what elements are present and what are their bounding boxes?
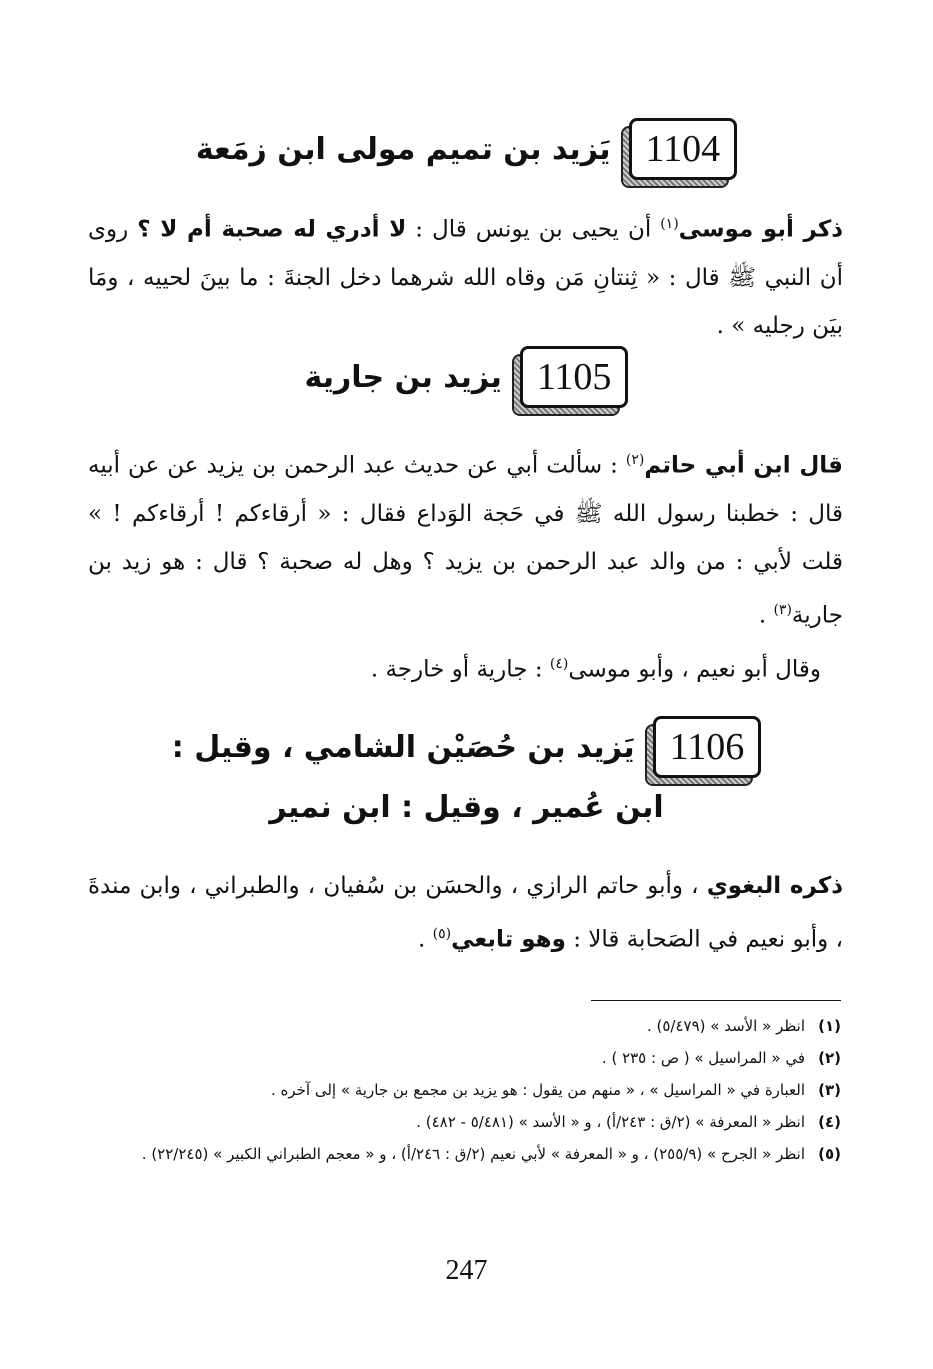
bold-text: لا أدري له صحبة أم لا ؟	[137, 216, 407, 243]
bold-text: وهو تابعي	[451, 926, 566, 953]
entry-title: يَزيد بن تميم مولى ابن زمَعة	[195, 131, 611, 167]
footnote: (٥) انظر « الجرح » (٢٥٥/٩) ، و « المعرفة » لأبي نعيم (٢/ق : ٢٤٦/أ) ، و « معجم الطبراني الكبير » (٢٢/٢٤٥) .	[141, 1145, 841, 1163]
footnote-ref: (٢)	[625, 452, 645, 468]
footnotes	[88, 1010, 841, 1170]
footnote: (٣) العبارة في « المراسيل » ، « منهم من يقول : هو يزيد بن مجمع بن جارية » إلى آخره .	[270, 1081, 841, 1099]
entry-number: 1105	[520, 346, 629, 408]
footnote: (٤) انظر « المعرفة » (٢/ق : ٢٤٣/أ) ، و « الأسد » (٥/٤٨١ - ٤٨٢) .	[416, 1113, 841, 1131]
lead-text: ذكر أبو موسى	[678, 216, 843, 243]
footnote: (٢) في « المراسيل » ( ص : ٢٣٥ ) .	[601, 1049, 841, 1067]
entry-number-box	[653, 716, 762, 778]
entry-number: 1106	[653, 716, 762, 778]
body-text: : جارية أو خارجة .	[370, 656, 550, 683]
footnote-ref: (٤)	[549, 656, 569, 672]
lead-text: قال ابن أبي حاتم	[644, 452, 843, 479]
footnote-ref: (٥)	[432, 926, 452, 942]
entry-title-line2: ابن عُمير ، وقيل : ابن نمير	[269, 790, 664, 825]
entry-body-1106	[88, 862, 843, 964]
body-text: .	[758, 602, 774, 629]
footnote-ref: (١)	[660, 216, 679, 232]
footnote-divider	[591, 1000, 841, 1001]
body-text: روى أن النبي ﷺ قال : « ثِنتانِ مَن وقاه الله شرهما دخل الجنةَ : ما بينَ لحييه ، ومَا بيَن رجليه » .	[88, 216, 843, 339]
entry-heading-1106	[80, 716, 853, 778]
entry-body-1104	[88, 200, 843, 350]
body-text: أن يحيى بن يونس قال :	[406, 216, 661, 243]
entry-number-box	[629, 118, 738, 180]
entry-body-1105	[88, 436, 843, 639]
body-text: ، وأبو حاتم الرازي ، والحسَن بن سُفيان ، والطبراني ، وابن مندةَ ، وأبو نعيم في الصَحابة قالا :	[88, 873, 843, 953]
footnote: (١) انظر « الأسد » (٥/٤٧٩) .	[646, 1017, 841, 1035]
page-number: 247	[445, 1255, 488, 1286]
body-text: وقال أبو نعيم ، وأبو موسى	[568, 656, 821, 683]
footnote-ref: (٣)	[773, 601, 792, 618]
body-text: .	[417, 926, 433, 953]
entry-title: يَزيد بن حُصَيْن الشامي ، وقيل :	[171, 729, 635, 765]
entry-number-box	[520, 346, 629, 408]
entry-number: 1104	[629, 118, 738, 180]
lead-text: ذكره البغوي	[706, 873, 844, 899]
entry-title: يزيد بن جارية	[304, 359, 502, 395]
entry-body-1105-line2	[88, 640, 843, 694]
body-text: : سألت أبي عن حديث عبد الرحمن بن يزيد عن عن أبيه قال : خطبنا رسول الله ﷺ في حَجة الوَداع فقال : « أرقاءكم ! أرقاءكم ! » قلت لأبي : من والد عبد الرحمن بن يزيد ؟ وهل له صحبة ؟ قال : هو زيد بن جارية	[88, 452, 843, 629]
entry-heading-1104	[80, 118, 853, 180]
entry-heading-1105	[80, 346, 853, 408]
